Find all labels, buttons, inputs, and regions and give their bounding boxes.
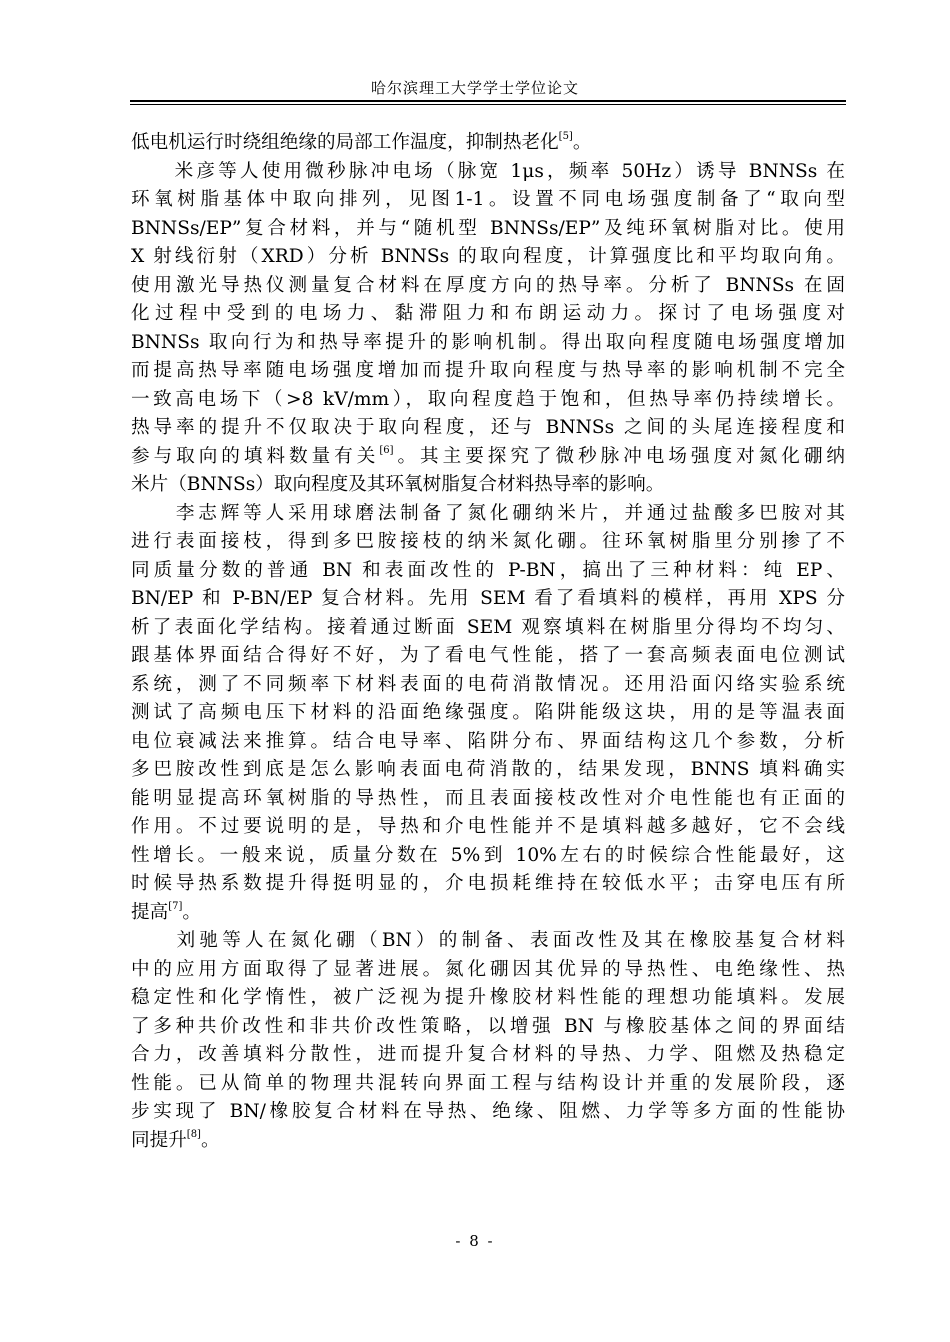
- text-line: [131, 471, 845, 500]
- text-line: [131, 671, 845, 700]
- text-run: 同提升: [131, 1129, 187, 1151]
- text-line: [131, 186, 845, 215]
- text-run: 参与取向的填料数量有关: [131, 445, 380, 467]
- text-run: 环氧树脂基体中取向排列，见图1-1。设置不同电场强度制备了“取向型: [131, 189, 845, 210]
- text-run: 进行表面接枝，得到多巴胺接枝的纳米氮化硼。往环氧树脂里分别掺了不: [131, 531, 845, 552]
- citation-ref: [5]: [558, 131, 573, 142]
- paragraph: [131, 927, 845, 1155]
- text-run: 而提高热导率随电场强度增加而提升取向程度与热导率的影响机制不完全: [131, 360, 845, 381]
- text-run: 性增长。一般来说，质量分数在 5%到 10%左右的时候综合性能最好，这: [131, 844, 845, 866]
- text-line: [131, 158, 845, 187]
- text-run: 李志辉等人采用球磨法制备了氮化硼纳米片，并通过盐酸多巴胺对其: [131, 502, 845, 524]
- text-line: [131, 386, 845, 415]
- text-line: [131, 443, 845, 472]
- text-line: [131, 1041, 845, 1070]
- text-run: BNNSs/EP”复合材料，并与“随机型 BNNSs/EP”及纯环氧树脂对比。使用: [131, 217, 845, 239]
- text-run: 化过程中受到的电场力、黏滞阻力和布朗运动力。探讨了电场强度对: [131, 303, 845, 324]
- header-title: 哈尔滨理工大学学士学位论文: [370, 79, 579, 97]
- text-run: 一致高电场下（>8 kV/mm），取向程度趋于饱和，但热导率仍持续增长。: [131, 388, 845, 410]
- text-run: X 射线衍射（XRD）分析 BNNSs 的取向程度，计算强度比和平均取向角。: [131, 246, 845, 267]
- text-run: 性能。已从简单的物理共混转向界面工程与结构设计并重的发展阶段，逐: [131, 1072, 845, 1094]
- paragraph: [131, 129, 845, 158]
- text-line: [131, 813, 845, 842]
- text-run: 热导率的提升不仅取决于取向程度，还与 BNNSs 之间的头尾连接程度和: [131, 417, 845, 438]
- text-run: 。: [200, 1129, 220, 1151]
- text-line: [131, 300, 845, 329]
- text-line: [131, 956, 845, 985]
- text-run: 提高: [131, 901, 169, 923]
- body-text: [131, 129, 845, 1155]
- paragraph: [131, 500, 845, 928]
- text-line: [131, 414, 845, 443]
- text-run: 能明显提高环氧树脂的导热性，而且表面接枝改性对介电性能也有正面的: [131, 787, 845, 809]
- text-line: [131, 756, 845, 785]
- text-line: [131, 585, 845, 614]
- text-line: [131, 329, 845, 358]
- text-line: [131, 899, 845, 928]
- text-line: [131, 557, 845, 586]
- text-line: [131, 357, 845, 386]
- text-line: [131, 528, 845, 557]
- text-run: 测试了高频电压下材料的沿面绝缘强度。陷阱能级这块，用的是等温表面: [131, 702, 845, 723]
- text-line: [131, 984, 845, 1013]
- text-run: 时候导热系数提升得挺明显的，介电损耗维持在较低水平；击穿电压有所: [131, 873, 845, 894]
- text-line: [131, 927, 845, 956]
- text-run: 低电机运行时绕组绝缘的局部工作温度，抑制热老化: [131, 132, 559, 153]
- text-run: 米彦等人使用微秒脉冲电场（脉宽 1μs，频率 50Hz）诱导 BNNSs 在: [131, 160, 845, 182]
- text-run: 作用。不过要说明的是，导热和介电性能并不是填料越多越好，它不会线: [131, 816, 845, 837]
- text-line: [131, 699, 845, 728]
- text-run: 跟基体界面结合得好不好，为了看电气性能，搭了一套高频表面电位测试: [131, 645, 845, 666]
- text-line: [131, 842, 845, 871]
- text-line: [131, 243, 845, 272]
- text-run: 。其主要探究了微秒脉冲电场强度对氮化硼纳: [393, 445, 845, 467]
- text-run: 多巴胺改性到底是怎么影响表面电荷消散的，结果发现，BNNS 填料确实: [131, 759, 845, 780]
- header-rule-thick: [130, 100, 846, 102]
- text-run: BNNSs 取向行为和热导率提升的影响机制。得出取向程度随电场强度增加: [131, 331, 845, 353]
- text-run: 析了表面化学结构。接着通过断面 SEM 观察填料在树脂里分得均不均匀、: [131, 616, 845, 638]
- text-run: 刘驰等人在氮化硼（BN）的制备、表面改性及其在橡胶基复合材料: [131, 930, 845, 951]
- text-run: 电位衰减法来推算。结合电导率、陷阱分布、界面结构这几个参数，分析: [131, 730, 845, 752]
- text-line: [131, 1098, 845, 1127]
- text-line: [131, 1070, 845, 1099]
- text-run: 米片（BNNSs）取向程度及其环氧树脂复合材料热导率的影响。: [131, 474, 665, 495]
- text-run: BN/EP 和 P-BN/EP 复合材料。先用 SEM 看了看填料的模样，再用 XPS 分: [131, 588, 845, 609]
- text-line: [131, 1127, 845, 1156]
- text-run: 使用激光导热仪测量复合材料在厚度方向的热导率。分析了 BNNSs 在固: [131, 274, 845, 296]
- text-line: [131, 728, 845, 757]
- text-line: [131, 614, 845, 643]
- paragraph: [131, 158, 845, 500]
- text-run: 。: [182, 901, 201, 923]
- text-line: [131, 642, 845, 671]
- text-line: [131, 1013, 845, 1042]
- text-line: [131, 785, 845, 814]
- text-run: 稳定性和化学惰性，被广泛视为提升橡胶材料性能的理想功能填料。发展: [131, 987, 845, 1008]
- text-run: 同质量分数的普通 BN 和表面改性的 P-BN，搞出了三种材料：纯 EP、: [131, 559, 845, 581]
- text-run: 系统，测了不同频率下材料表面的电荷消散情况。还用沿面闪络实验系统: [131, 673, 845, 695]
- text-run: 。: [572, 132, 592, 153]
- citation-ref: [8]: [186, 1128, 201, 1140]
- text-run: 中的应用方面取得了显著进展。氮化硼因其优异的导热性、电绝缘性、热: [131, 958, 845, 980]
- citation-ref: [6]: [379, 444, 394, 456]
- header-rule-thin: [130, 104, 846, 105]
- text-line: [131, 215, 845, 244]
- page-number: - 8 -: [455, 1232, 495, 1250]
- text-line: [131, 129, 845, 158]
- citation-ref: [7]: [168, 900, 183, 912]
- text-run: 步实现了 BN/橡胶复合材料在导热、绝缘、阻燃、力学等多方面的性能协: [131, 1101, 845, 1122]
- text-line: [131, 500, 845, 529]
- text-line: [131, 272, 845, 301]
- text-run: 了多种共价改性和非共价改性策略，以增强 BN 与橡胶基体之间的界面结: [131, 1015, 845, 1037]
- text-line: [131, 870, 845, 899]
- text-run: 合力，改善填料分散性，进而提升复合材料的导热、力学、阻燃及热稳定: [131, 1044, 845, 1065]
